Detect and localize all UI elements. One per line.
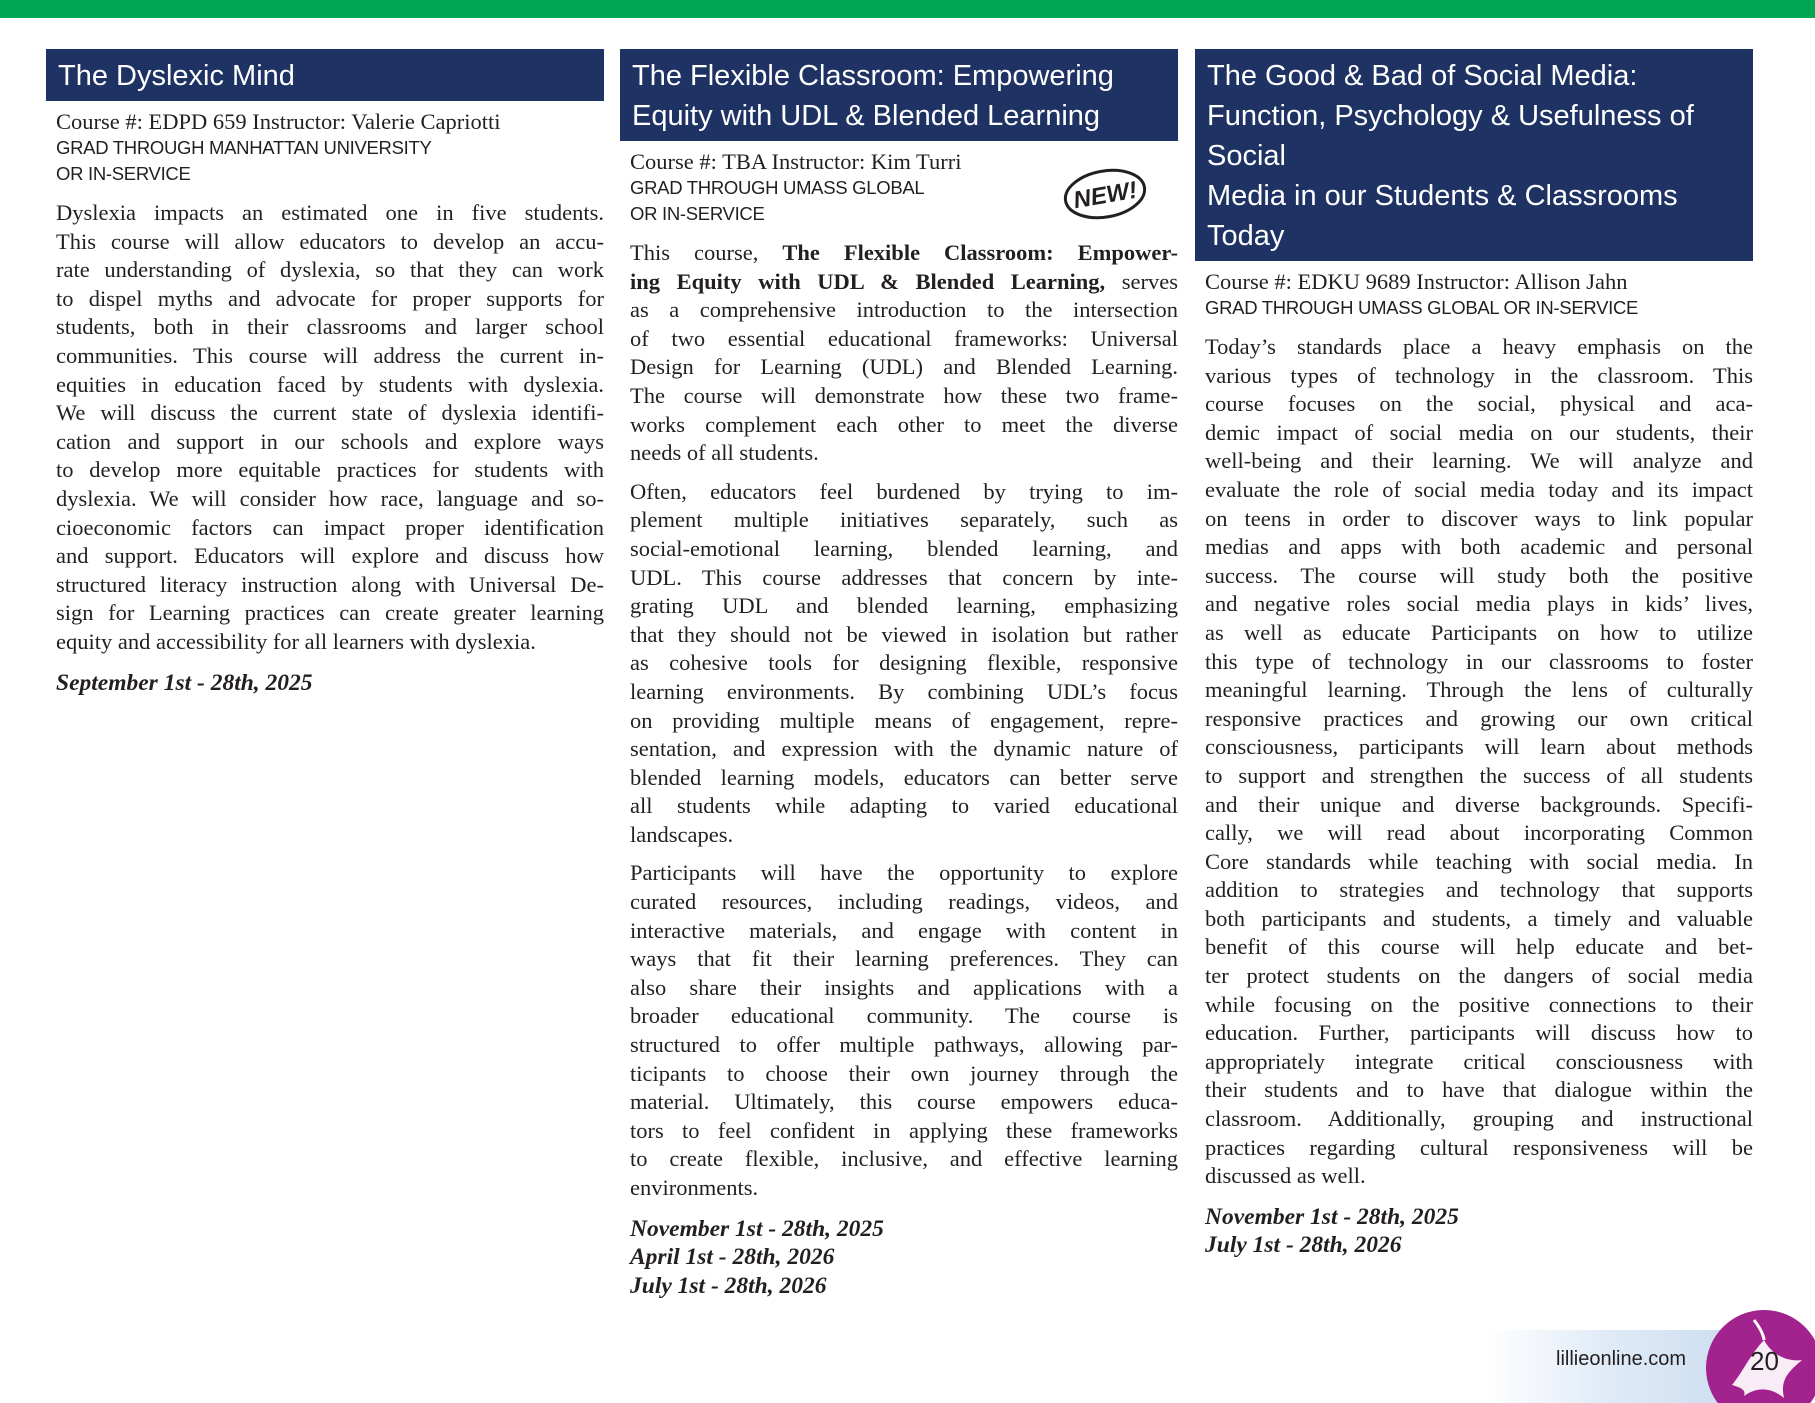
- text-line: as cohesive tools for designing flexible, responsive: [630, 650, 1178, 676]
- text-line: needs of all students.: [630, 440, 819, 466]
- text-line: curated resources, including readings, videos, and: [630, 889, 1178, 915]
- new-badge-icon: [1060, 166, 1150, 222]
- text-line: both participants and students, a timely and valuable: [1205, 905, 1753, 931]
- course-title: [46, 49, 604, 101]
- text-line: this type of technology in our classrooms to foster: [1205, 648, 1753, 674]
- credit-line: OR IN-SERVICE: [56, 163, 191, 184]
- text-line: Dyslexia impacts an estimated one in five students.: [56, 200, 604, 225]
- text-line: landscapes.: [630, 821, 734, 847]
- text-line: structured to offer multiple pathways, allowing par-: [630, 1032, 1178, 1058]
- text-line: appropriately integrate critical consciousness with: [1205, 1048, 1753, 1074]
- text-line: sign for Learning practices can create greater learning: [56, 600, 604, 626]
- text-line: and negative roles social media plays in kids’ lives,: [1205, 591, 1753, 617]
- text-line: as a comprehensive introduction to the intersection: [630, 297, 1178, 323]
- text-line: works complement each other to meet the diverse: [630, 411, 1178, 437]
- text-line: well-being and their learning. We will analyze and: [1205, 448, 1753, 474]
- course-number-instructor: Course #: TBA Instructor: Kim Turri: [630, 149, 962, 174]
- text-line: broader educational community. The course is: [630, 1003, 1178, 1029]
- text-line: and their unique and diverse backgrounds. Specifi-: [1205, 791, 1753, 817]
- text-line: cally, we will read about incorporating Common: [1205, 820, 1753, 846]
- text-line: ways that fit their learning preferences. They can: [630, 946, 1178, 972]
- text-line: material. Ultimately, this course empowers educa-: [630, 1089, 1178, 1115]
- text-line: to dispel myths and advocate for proper supports for: [56, 285, 604, 311]
- text-line: various types of technology in the classroom. This: [1205, 362, 1753, 388]
- course-title: [1195, 49, 1753, 261]
- text-line: addition to strategies and technology that supports: [1205, 877, 1753, 903]
- text-line: We will discuss the current state of dyslexia identifi-: [56, 400, 604, 426]
- top-accent-bar: [0, 0, 1815, 18]
- text-line: Core standards while teaching with social media. In: [1205, 848, 1753, 874]
- course-title-line: Function, Psychology & Usefulness of Social: [1207, 100, 1694, 172]
- text-line: to support and strengthen the success of all students: [1205, 762, 1753, 788]
- course-flexible-classroom: [620, 49, 1178, 1300]
- course-title-line: The Dyslexic Mind: [58, 60, 295, 92]
- text-line: all students while adapting to varied educational: [630, 793, 1178, 819]
- text-line: This course will allow educators to develop an accu-: [56, 228, 604, 254]
- course-dates: [630, 1215, 1178, 1301]
- text-line: cation and support in our schools and explore ways: [56, 428, 604, 454]
- credit-line: GRAD THROUGH UMASS GLOBAL OR IN-SERVICE: [1205, 297, 1639, 318]
- footer-url[interactable]: lillieonline.com: [1556, 1348, 1687, 1370]
- intro-text: serves: [1121, 268, 1178, 294]
- text-line: equity and accessibility for all learners with dyslexia.: [56, 628, 536, 654]
- text-line: medias and apps with both academic and personal: [1205, 534, 1753, 560]
- text-line: ter protect students on the dangers of social media: [1205, 963, 1753, 989]
- course-title-line: Equity with UDL & Blended Learning: [632, 100, 1101, 132]
- text-line: [630, 268, 1178, 297]
- text-line: also share their insights and applications with a: [630, 974, 1178, 1000]
- course-social-media: [1195, 49, 1753, 1260]
- text-line: on teens in order to discover ways to link popular: [1205, 505, 1753, 531]
- new-badge-label: NEW!: [1071, 176, 1140, 215]
- course-number-instructor: Course #: EDPD 659 Instructor: Valerie Capriotti: [56, 109, 501, 134]
- course-dates: [1205, 1203, 1753, 1260]
- text-line: Design for Learning (UDL) and Blended Learning.: [630, 354, 1178, 380]
- text-line: consciousness, participants will learn about methods: [1205, 734, 1753, 760]
- course-dates: [56, 669, 604, 698]
- course-title-line: The Flexible Classroom: Empowering: [632, 60, 1114, 92]
- course-number-instructor: Course #: EDKU 9689 Instructor: Allison Jahn: [1205, 269, 1628, 294]
- course-name-bold: The Flexible Classroom: Empower-: [782, 240, 1178, 265]
- course-title-line: Media in our Students & Classrooms Today: [1207, 180, 1678, 252]
- course-meta: [1205, 269, 1753, 321]
- text-line: demic impact of social media on our students, their: [1205, 419, 1753, 445]
- text-line: dyslexia. We will consider how race, language and so-: [56, 485, 604, 511]
- credit-line: OR IN-SERVICE: [630, 203, 765, 224]
- text-line: to create flexible, inclusive, and effective learning: [630, 1146, 1178, 1172]
- text-line: rate understanding of dyslexia, so that they can work: [56, 257, 604, 283]
- text-line: environments.: [630, 1175, 759, 1200]
- course-dyslexic-mind: [46, 49, 604, 697]
- text-line: and support. Educators will explore and discuss how: [56, 543, 604, 569]
- date-range: July 1st - 28th, 2026: [630, 1272, 827, 1299]
- text-line: students, both in their classrooms and larger school: [56, 314, 604, 340]
- text-line: ticipants to choose their own journey through the: [630, 1060, 1178, 1086]
- text-line: meaningful learning. Through the lens of culturally: [1205, 677, 1753, 703]
- text-line: course focuses on the social, physical and aca-: [1205, 391, 1753, 417]
- text-line: evaluate the role of social media today and its impact: [1205, 476, 1753, 502]
- course-title-line: The Good & Bad of Social Media:: [1207, 60, 1638, 92]
- course-name-bold: ing Equity with UDL & Blended Learning,: [630, 268, 1106, 294]
- text-line: interactive materials, and engage with content in: [630, 917, 1178, 943]
- credit-line: GRAD THROUGH UMASS GLOBAL: [630, 177, 925, 198]
- text-line: benefit of this course will help educate and bet-: [1205, 934, 1753, 960]
- text-line: Often, educators feel burdened by trying to im-: [630, 478, 1178, 504]
- text-line: grating UDL and blended learning, emphasizing: [630, 593, 1178, 619]
- page-number: 20: [1750, 1346, 1779, 1376]
- text-line: that they should not be viewed in isolation but rather: [630, 621, 1178, 647]
- text-line: while focusing on the positive connections to their: [1205, 991, 1753, 1017]
- text-line: as well as educate Participants on how to utilize: [1205, 619, 1753, 645]
- text-line: communities. This course will address the current in-: [56, 342, 604, 368]
- date-range: April 1st - 28th, 2026: [630, 1244, 835, 1271]
- credit-line: GRAD THROUGH MANHATTAN UNIVERSITY: [56, 137, 432, 158]
- course-title: [620, 49, 1178, 141]
- text-line: Participants will have the opportunity to explore: [630, 860, 1178, 886]
- date-range: July 1st - 28th, 2026: [1205, 1232, 1402, 1259]
- text-line: social-emotional learning, blended learning, and: [630, 535, 1178, 561]
- text-line: of two essential educational frameworks: Universal: [630, 325, 1178, 351]
- text-line: Today’s standards place a heavy emphasis on the: [1205, 334, 1753, 359]
- text-line: discussed as well.: [1205, 1163, 1366, 1189]
- text-line: education. Further, participants will discuss how to: [1205, 1020, 1753, 1046]
- text-line: structured literacy instruction along with Universal De-: [56, 571, 604, 597]
- course-description: [56, 199, 604, 657]
- text-line: responsive practices and growing our own critical: [1205, 705, 1753, 731]
- text-line: plement multiple initiatives separately, such as: [630, 507, 1178, 533]
- text-line: learning environments. By combining UDL’s focus: [630, 678, 1178, 704]
- text-line: tors to feel confident in applying these frameworks: [630, 1117, 1178, 1143]
- text-line: equities in education faced by students with dyslexia.: [56, 371, 604, 397]
- date-range: November 1st - 28th, 2025: [1205, 1203, 1459, 1230]
- text-line: blended learning models, educators can better serve: [630, 764, 1178, 790]
- text-line: cioeconomic factors can impact proper identification: [56, 514, 604, 540]
- course-meta: [56, 109, 604, 187]
- text-line: UDL. This course addresses that concern by inte-: [630, 564, 1178, 590]
- text-line: classroom. Additionally, grouping and instructional: [1205, 1106, 1753, 1132]
- intro-text: This course,: [630, 240, 759, 265]
- course-description: [630, 239, 1178, 1203]
- text-line: their students and to have that dialogue within the: [1205, 1077, 1753, 1103]
- text-line: [630, 239, 1178, 268]
- text-line: The course will demonstrate how these two frame-: [630, 382, 1178, 408]
- date-range: November 1st - 28th, 2025: [630, 1215, 884, 1242]
- date-range: September 1st - 28th, 2025: [56, 669, 313, 696]
- text-line: success. The course will study both the positive: [1205, 562, 1753, 588]
- text-line: to develop more equitable practices for students with: [56, 457, 604, 483]
- text-line: practices regarding cultural responsiveness will be: [1205, 1134, 1753, 1160]
- text-line: sentation, and expression with the dynamic nature of: [630, 736, 1178, 762]
- text-line: on providing multiple means of engagement, repre-: [630, 707, 1178, 733]
- course-description: [1205, 333, 1753, 1191]
